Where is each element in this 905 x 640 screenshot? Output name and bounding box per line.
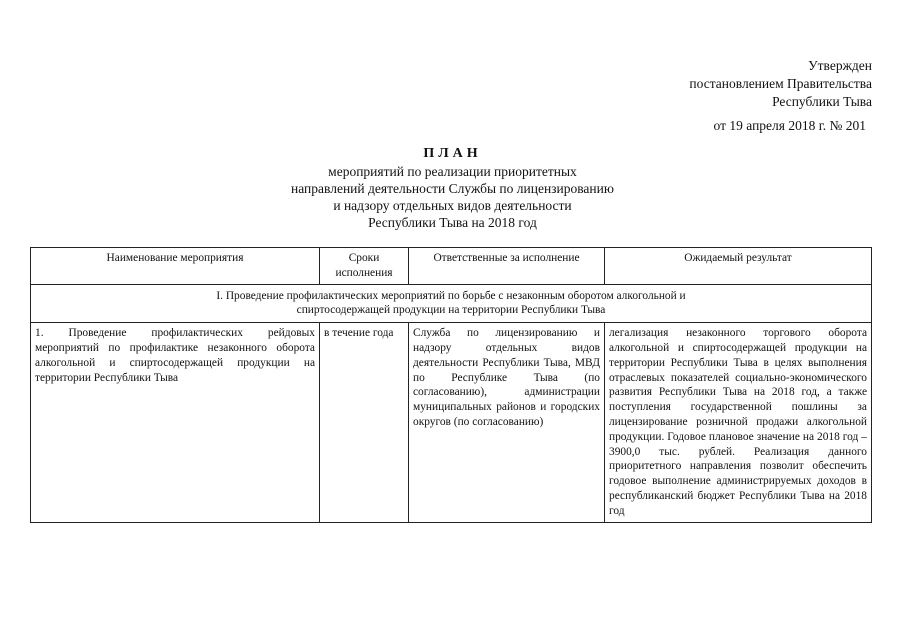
- table-header-row: [31, 248, 872, 285]
- document-title: [200, 145, 705, 231]
- expected-result-cell: легализация незаконного торгового оборота алкогольной и спиртосодержащей продукции на территории Республики Тыва в целях выполнения отраслевых показателей социально-экономического развития Республики Тыва на 2018 год, а также поступления государственной пошлины за лицензирование розничной продажи алкогольной продукции. Годовое плановое значение на 2018 год – 3900,0 тыс. рублей. Реализация данного приоритетного направления позволит обеспечить годовое выполнение администрируемых доходов в республиканский бюджет Республики Тыва на 2018 год: [605, 323, 872, 522]
- title-line-4: Республики Тыва на 2018 год: [368, 215, 537, 230]
- title-line-2: направлений деятельности Службы по лицензированию: [291, 181, 614, 196]
- header-expected-result: Ожидаемый результат: [605, 248, 872, 285]
- approval-line-approved: Утвержден: [808, 58, 872, 73]
- header-responsible: Ответственные за исполнение: [409, 248, 605, 285]
- approval-line-decree: постановлением Правительства: [689, 76, 872, 91]
- approval-line-republic: Республики Тыва: [772, 94, 872, 109]
- approval-stamp: [640, 57, 872, 135]
- deadline-cell: в течение года: [320, 323, 409, 522]
- title-heading: ПЛАН: [423, 146, 482, 161]
- title-line-1: мероприятий по реализации приоритетных: [328, 164, 577, 179]
- title-line-3: и надзору отдельных видов деятельности: [333, 198, 572, 213]
- section-title: I. Проведение профилактических мероприятий по борьбе с незаконным оборотом алкогольной и спиртосодержащей продукции на территории Республики Тыва: [31, 284, 872, 323]
- activity-name-cell: 1. Проведение профилактических рейдовых мероприятий по профилактике незаконного оборота алкогольной и спиртосодержащей продукции на территории Республики Тыва: [31, 323, 320, 522]
- plan-table: [30, 247, 872, 523]
- section-row: [31, 284, 872, 323]
- header-activity-name: Наименование мероприятия: [31, 248, 320, 285]
- responsible-cell: Служба по лицензированию и надзору отдельных видов деятельности Республики Тыва, МВД по Республике Тыва (по согласованию), администрации муниципальных районов и городских округов (по согласованию): [409, 323, 605, 522]
- header-deadline: Сроки исполнения: [320, 248, 409, 285]
- table-row: [31, 323, 872, 522]
- approval-date: от 19 апреля 2018 г. № 201: [713, 118, 866, 133]
